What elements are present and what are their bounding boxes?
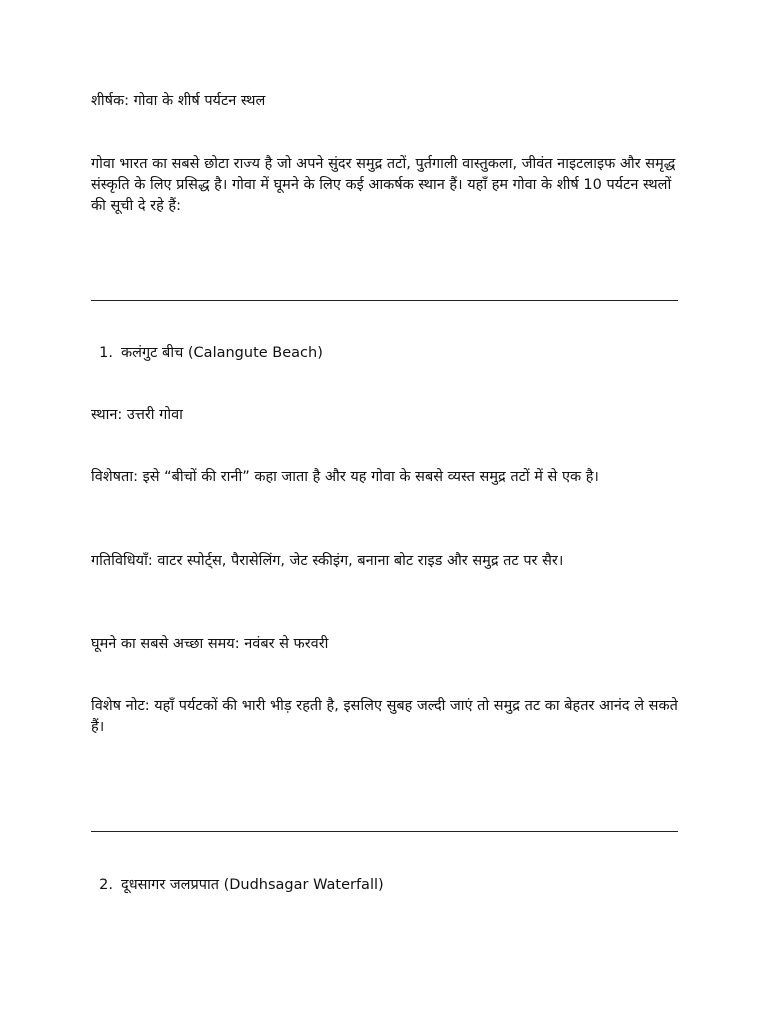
special-note-paragraph: विशेष नोट: यहाँ पर्यटकों की भारी भीड़ रहती है, इसलिए सुबह जल्दी जाएं तो समुद्र तट का बेहतर आनंद ले सकते हैं। [91, 698, 678, 735]
section-divider [91, 300, 678, 301]
list-item-title: दूधसागर जलप्रपात (Dudhsagar Waterfall) [121, 877, 384, 893]
list-item-number: 1. [99, 345, 113, 361]
intro-paragraph: गोवा भारत का सबसे छोटा राज्य है जो अपने सुंदर समुद्र तटों, पुर्तगाली वास्तुकला, जीवंत नाइटलाइफ और समृद्ध संस्कृति के लिए प्रसिद्ध है। गोवा में घूमने के लिए कई आकर्षक स्थान हैं। यहाँ हम गोवा के शीर्ष 10 पर्यटन स्थलों की सूची दे रहे हैं: [91, 156, 676, 214]
specialty-paragraph: विशेषता: इसे “बीचों की रानी” कहा जाता है और यह गोवा के सबसे व्यस्त समुद्र तटों में से एक है। [91, 469, 599, 485]
location-line: स्थान: उत्तरी गोवा [91, 407, 183, 423]
list-item-heading [91, 343, 679, 364]
best-time-line: घूमने का सबसे अच्छा समय: नवंबर से फरवरी [91, 636, 329, 652]
document-title: शीर्षक: गोवा के शीर्ष पर्यटन स्थल [91, 93, 266, 109]
section-divider [91, 831, 678, 832]
list-item-number: 2. [99, 877, 113, 893]
list-item-heading [91, 875, 679, 896]
list-item-title: कलंगुट बीच (Calangute Beach) [121, 345, 323, 361]
activities-paragraph: गतिविधियाँ: वाटर स्पोर्ट्स, पैरासेलिंग, जेट स्कीइंग, बनाना बोट राइड और समुद्र तट पर सैर। [91, 553, 564, 569]
